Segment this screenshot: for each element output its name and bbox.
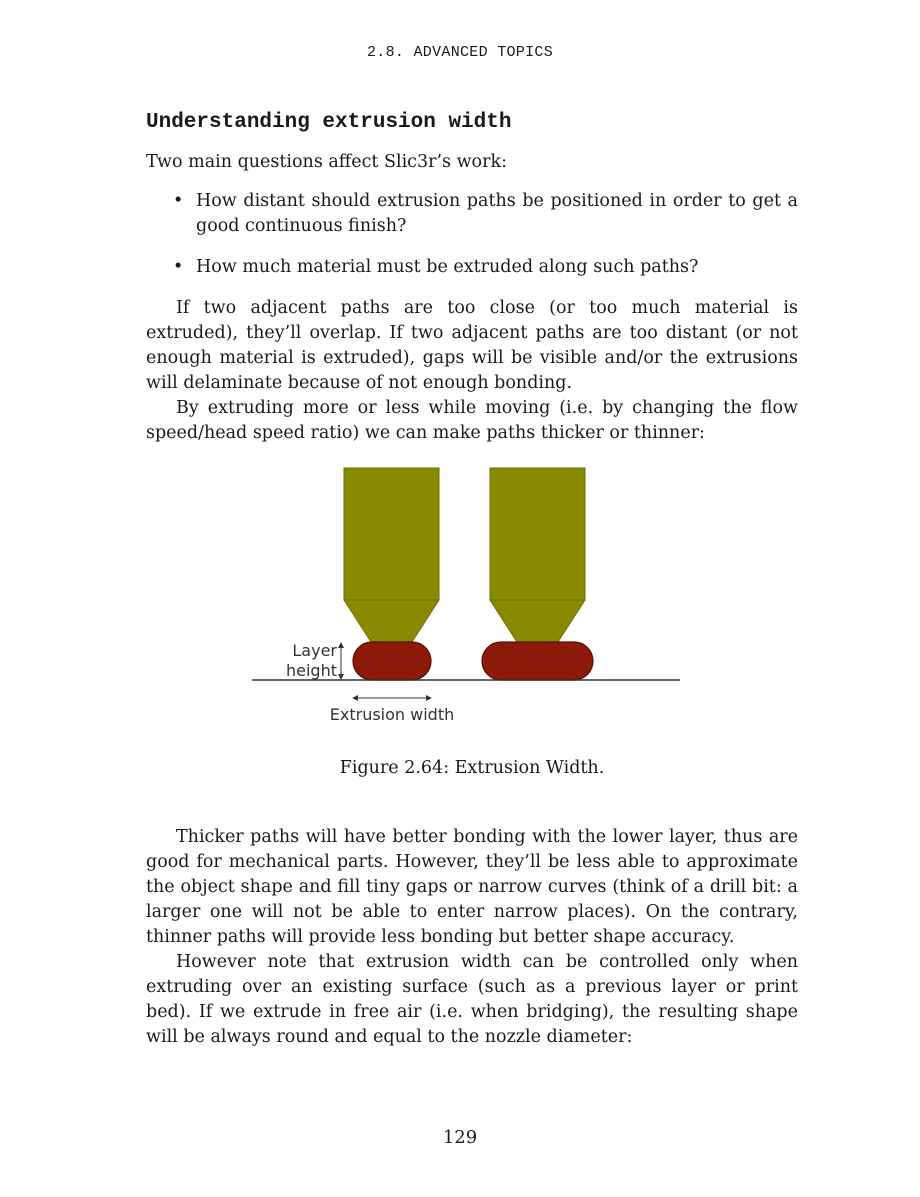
extrusion-diagram [252,464,692,734]
page-number: 129 [442,1127,478,1148]
list-item-text: How distant should extrusion paths be positioned in order to get a good continuous finish? [196,191,798,236]
list-item [146,255,798,280]
bridging-paragraph: However note that extrusion width can be controlled only when extruding over an existing surface (such as a previous layer or print bed). If we extrude in free air (i.e. when bridging), the resulting shape will be always round and equal to the nozzle diameter: [146,952,798,1047]
bead-thick [482,642,593,680]
bead-thin [353,642,431,680]
nozzle-left [344,468,439,642]
page-content [146,108,798,1050]
nozzle-left-tip [344,600,439,642]
height-label: height [286,661,337,680]
question-list [146,189,798,280]
thicker-paths-paragraph: Thicker paths will have better bonding with the lower layer, thus are good for mechanical parts. However, they’ll be less able to approximate the object shape and fill tiny gaps or narrow curves (think of a drill bit: a larger one will not be able to enter narrow places). On the contrary, thinner paths will provide less bonding but better shape accuracy. [146,827,798,947]
layer-label: Layer [292,641,337,660]
extrusion-width-label: Extrusion width [329,705,455,724]
extrusion-width-figure [146,464,798,781]
figure-caption: Figure 2.64: Extrusion Width. [339,758,605,778]
list-item-text: How much material must be extruded along such paths? [196,257,699,277]
extrusion-width-arrow [352,695,432,701]
list-item [146,189,798,239]
nozzle-right-tip [490,600,585,642]
bullet-icon: • [173,257,184,277]
nozzle-right [490,468,585,642]
intro-paragraph: Two main questions affect Slic3r’s work: [146,152,507,172]
layer-height-arrow [338,642,344,680]
flow-paragraph: By extruding more or less while moving (i.e. by changing the flow speed/head speed ratio) we can make paths thicker or thinner: [146,398,798,443]
overlap-paragraph: If two adjacent paths are too close (or too much material is extruded), they’ll overlap. If two adjacent paths are too distant (or not enough material is extruded), gaps will be visible and/or the extrusions will delaminate because of not enough bonding. [146,298,798,393]
nozzle-left-body [344,468,439,600]
section-title: Understanding extrusion width [146,111,512,134]
bullet-icon: • [173,191,184,211]
nozzle-right-body [490,468,585,600]
running-header: 2.8. ADVANCED TOPICS [366,44,554,61]
